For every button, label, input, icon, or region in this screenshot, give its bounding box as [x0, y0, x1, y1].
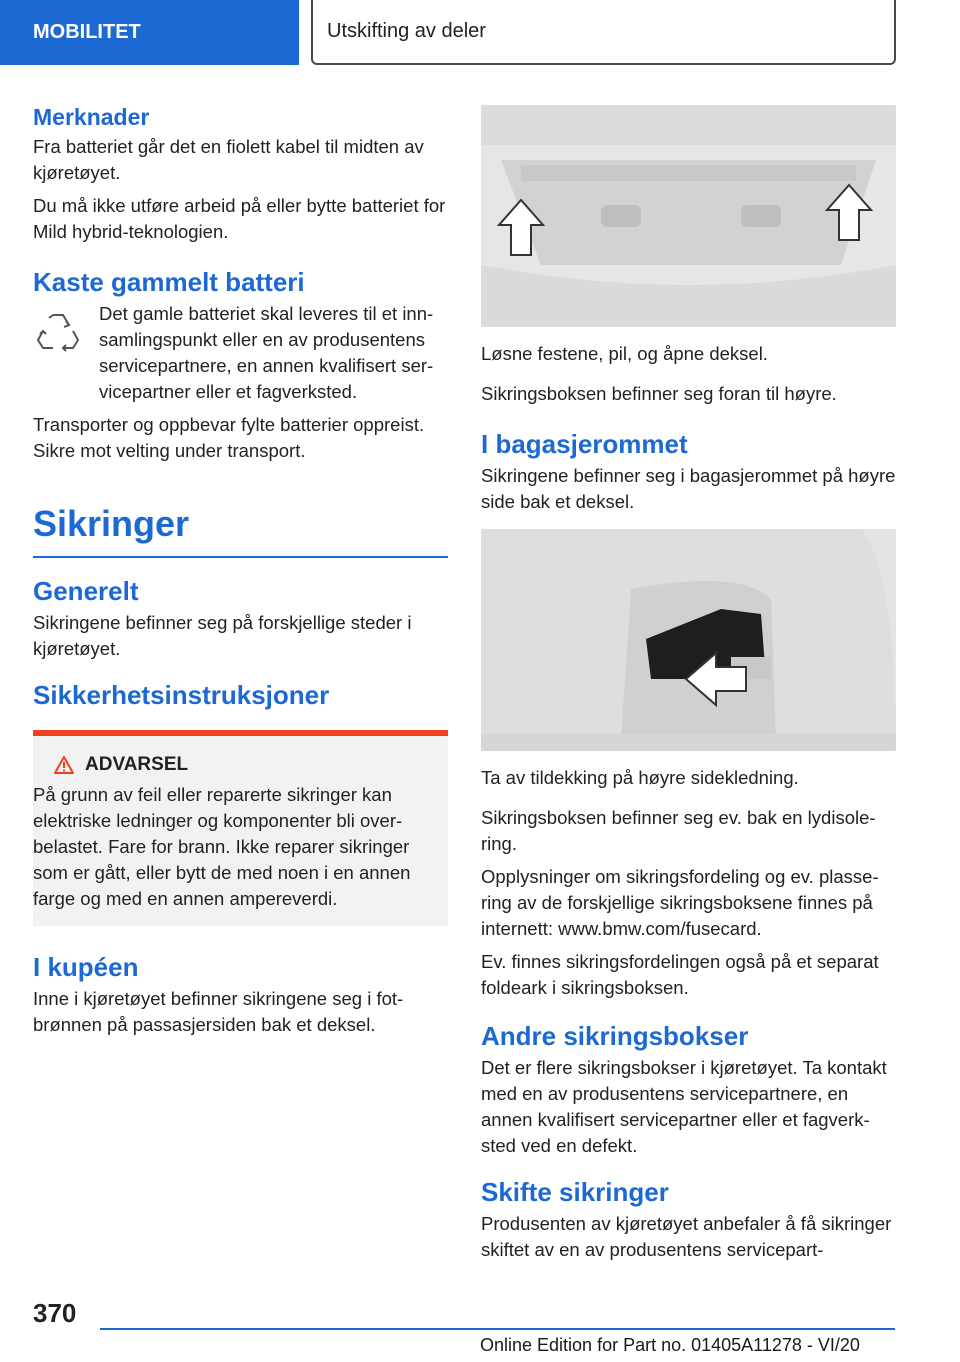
kupeen-paragraph: Inne i kjøretøyet befinner sikringene seg i fotbrønnen på passasjersiden bak et deksel.	[33, 988, 404, 1035]
recycle-note	[33, 301, 448, 405]
warning-heading	[53, 754, 432, 776]
left-column	[33, 100, 448, 1045]
right-paragraph-6: Ev. finnes sikringsfordelingen også på et separat foldeark i sikringsboksen.	[481, 951, 879, 998]
trunk-panel-photo	[481, 529, 896, 751]
skifte-paragraph: Produsenten av kjøretøyet anbefaler å få sikringer skiftet av en av produsentens servicepart-	[481, 1213, 892, 1260]
footwell-cover-photo	[481, 105, 896, 327]
footer-divider	[100, 1328, 895, 1330]
heading-bagasjerommet: I bagasjerommet	[481, 429, 688, 459]
page-number: 370	[33, 1298, 77, 1328]
recycle-icon	[33, 307, 83, 357]
warning-text: På grunn av feil eller reparerte sikringer kan elektriske ledninger og komponenter bli overbelastet. Fare for brann. Ikke reparer sikringer som er gått, eller bytt de med noen i en annen farge og med en annen ampereverdi.	[33, 784, 411, 909]
andre-paragraph: Det er flere sikringsbokser i kjøretøyet. Ta kontakt med en av produsentens servicepartnere, en annen kvalifisert servicepartner eller et fagverksted ved en defekt.	[481, 1057, 887, 1156]
right-paragraph-3: Ta av tildekking på høyre sidekledning.	[481, 767, 799, 788]
bagasje-paragraph: Sikringene befinner seg i bagasjerommet på høyre side bak et deksel.	[481, 465, 896, 512]
warning-box	[33, 730, 448, 926]
right-paragraph-5: Opplysninger om sikringsfordeling og ev. plassering av de forskjellige sikringsboksene finnes på internett: www.bmw.com/fusecard.	[481, 866, 879, 939]
heading-merknader: Merknader	[33, 104, 150, 130]
heading-skifte-sikringer: Skifte sikringer	[481, 1177, 669, 1207]
merknader-paragraph-2: Du må ikke utføre arbeid på eller bytte batteriet for Mild hybrid-teknologien.	[33, 195, 446, 242]
heading-kaste-batteri: Kaste gammelt batteri	[33, 267, 305, 297]
heading-sikringer: Sikringer	[33, 500, 448, 558]
warning-label: ADVARSEL	[85, 754, 189, 775]
kaste-paragraph-2: Transporter og oppbevar fylte batterier oppreist. Sikre mot velting under transport.	[33, 414, 425, 461]
footer-edition: Online Edition for Part no. 01405A11278 - VI/20	[480, 1335, 860, 1355]
right-paragraph-4: Sikringsboksen befinner seg ev. bak en lydisolering.	[481, 807, 876, 854]
kaste-paragraph-1: Det gamle batteriet skal leveres til et innsamlingspunkt eller en av produsentens servicepartnere, en annen kvalifisert servicepartner eller et fagverksted.	[99, 303, 434, 402]
merknader-paragraph-1: Fra batteriet går det en fiolett kabel til midten av kjøretøyet.	[33, 136, 424, 183]
right-column	[481, 105, 896, 1270]
heading-generelt: Generelt	[33, 576, 139, 606]
right-paragraph-1: Løsne festene, pil, og åpne deksel.	[481, 343, 768, 364]
warning-triangle-icon	[53, 755, 75, 775]
chapter-title: Utskifting av deler	[311, 0, 896, 65]
heading-kupeen: I kupéen	[33, 952, 139, 982]
heading-andre-sikringsbokser: Andre sikringsbokser	[481, 1021, 749, 1051]
section-tab: MOBILITET	[0, 0, 299, 65]
generelt-paragraph: Sikringene befinner seg på forskjellige steder i kjøretøyet.	[33, 612, 412, 659]
heading-sikkerhetsinstruksjoner: Sikkerhetsinstruksjoner	[33, 680, 330, 710]
right-paragraph-2: Sikringsboksen befinner seg foran til høyre.	[481, 383, 837, 404]
